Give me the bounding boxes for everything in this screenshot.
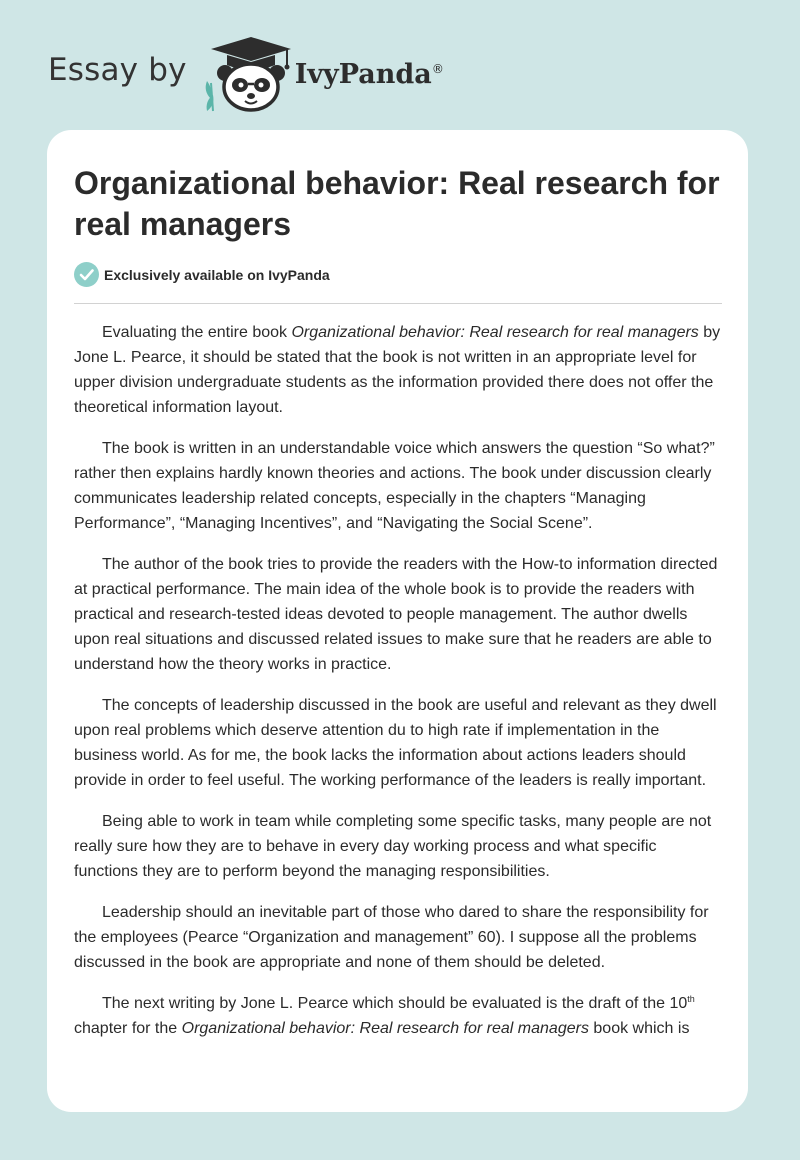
- brand-prefix: Essay by: [48, 52, 187, 88]
- ordinal-suffix: th: [687, 994, 695, 1004]
- book-title: Organizational behavior: Real research for real managers: [291, 324, 699, 341]
- article-body: [74, 320, 724, 1057]
- check-circle-icon: [74, 262, 99, 287]
- paragraph-6: Leadership should an inevitable part of those who dared to share the responsibility for the employees (Pearce “Organization and management” 60). I suppose all the problems discussed in the book are appropriate and none of them should be deleted.: [74, 904, 709, 971]
- paragraph-1: Evaluating the entire book Organizational behavior: Real research for real managers by Jone L. Pearce, it should be stated that the book is not written in an appropriate level for upper division undergraduate students as the information provided there does not offer the theoretical information layout.: [74, 324, 721, 416]
- panda-graduate-icon: [201, 35, 293, 113]
- article-card: [47, 130, 748, 1112]
- registered-mark: ®: [431, 61, 444, 76]
- paragraph-3: The author of the book tries to provide the readers with the How-to information directed at practical performance. The main idea of the whole book is to provide the readers with practical and research-tested ideas devoted to people management. The author dwells upon real situations and discussed related issues to make sure that he readers are able to understand how the theory works in practice.: [74, 556, 718, 673]
- paragraph-5: Being able to work in team while completing some specific tasks, many people are not really sure how they are to behave in every day working process and what specific functions they are to perform beyond the managing responsibilities.: [74, 813, 712, 880]
- article-title: Organizational behavior: Real research for real managers: [74, 165, 720, 242]
- paragraph-7: The next writing by Jone L. Pearce which should be evaluated is the draft of the 10th chapter for the Organizational behavior: Real research for real managers book which is: [74, 994, 695, 1037]
- paragraph-4: The concepts of leadership discussed in the book are useful and relevant as they dwell upon real problems which deserve attention du to high rate if implementation in the business world. As for me, the book lacks the information about actions leaders should provide in order to feel useful. The working performance of the leaders is really important.: [74, 697, 717, 789]
- exclusive-badge-text: Exclusively available on IvyPanda: [104, 266, 330, 283]
- title-divider: [74, 303, 722, 304]
- paragraph-2: The book is written in an understandable voice which answers the question “So what?” rather then explains hardly known theories and actions. The book under discussion clearly communicates leadership related concepts, especially in the chapters “Managing Performance”, “Managing Incentives”, and “Navigating the Social Scene”.: [74, 440, 715, 532]
- book-title: Organizational behavior: Real research for real managers: [181, 1020, 589, 1037]
- brand-name: IvyPanda®: [294, 58, 444, 90]
- exclusive-badge: [74, 262, 330, 287]
- site-brand[interactable]: [48, 34, 444, 114]
